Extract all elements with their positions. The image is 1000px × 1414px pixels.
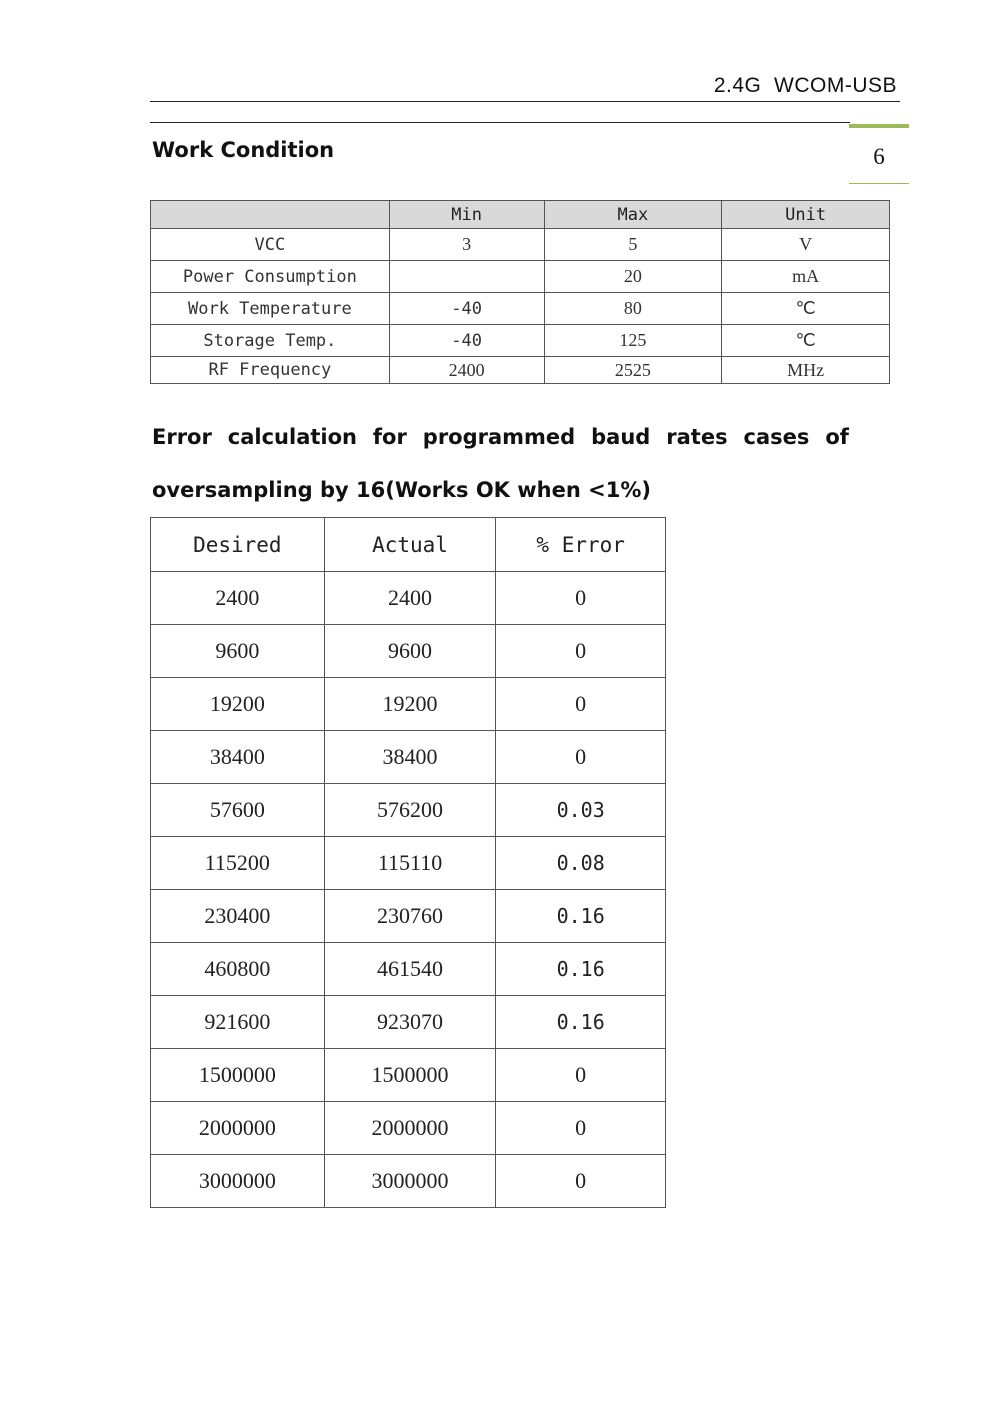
table-row (151, 229, 890, 261)
min-cell (389, 261, 544, 293)
column-header-unit: Unit (722, 201, 890, 229)
table-header-row (151, 518, 666, 572)
document-title: 2.4G WCOM-USB (713, 74, 897, 97)
table-row (151, 678, 666, 731)
work-condition-heading: Work Condition (152, 138, 335, 162)
heading-word: baud (591, 425, 651, 449)
error-cell: 0 (496, 625, 666, 678)
actual-cell: 1500000 (324, 1049, 496, 1102)
parameter-cell: RF Frequency (151, 357, 390, 384)
actual-cell: 19200 (324, 678, 496, 731)
max-cell: 20 (544, 261, 722, 293)
table-row (151, 1049, 666, 1102)
heading-word: cases (743, 425, 810, 449)
table-row (151, 261, 890, 293)
column-header-min: Min (389, 201, 544, 229)
work-condition-table (150, 200, 890, 384)
error-cell: 0 (496, 731, 666, 784)
table-row (151, 890, 666, 943)
error-cell: 0 (496, 572, 666, 625)
column-header-actual: Actual (324, 518, 496, 572)
table-row (151, 943, 666, 996)
desired-cell: 57600 (151, 784, 325, 837)
min-cell: 2400 (389, 357, 544, 384)
actual-cell: 9600 (324, 625, 496, 678)
table-row (151, 837, 666, 890)
error-cell: 0 (496, 1155, 666, 1208)
table-row (151, 1155, 666, 1208)
error-cell: 0.08 (496, 837, 666, 890)
column-header-parameter (151, 201, 390, 229)
table-row (151, 572, 666, 625)
error-cell: 0 (496, 1102, 666, 1155)
max-cell: 80 (544, 293, 722, 325)
min-cell: 3 (389, 229, 544, 261)
desired-cell: 3000000 (151, 1155, 325, 1208)
table-row (151, 731, 666, 784)
min-cell: -40 (389, 293, 544, 325)
error-cell: 0 (496, 1049, 666, 1102)
actual-cell: 923070 (324, 996, 496, 1049)
baud-error-heading-line-2: oversampling by 16(Works OK when <1%) (152, 478, 651, 502)
error-cell: 0.16 (496, 890, 666, 943)
desired-cell: 230400 (151, 890, 325, 943)
header-rule (150, 101, 900, 102)
max-cell: 125 (544, 325, 722, 357)
baud-rate-error-table (150, 517, 666, 1208)
error-cell: 0.16 (496, 996, 666, 1049)
desired-cell: 9600 (151, 625, 325, 678)
parameter-cell: VCC (151, 229, 390, 261)
table-header-row (151, 201, 890, 229)
actual-cell: 2400 (324, 572, 496, 625)
table-row (151, 784, 666, 837)
unit-cell: ℃ (722, 293, 890, 325)
desired-cell: 38400 (151, 731, 325, 784)
heading-word: rates (666, 425, 728, 449)
table-row (151, 625, 666, 678)
error-cell: 0.03 (496, 784, 666, 837)
parameter-cell: Work Temperature (151, 293, 390, 325)
heading-word: programmed (422, 425, 576, 449)
actual-cell: 576200 (324, 784, 496, 837)
heading-word: for (372, 425, 407, 449)
header-rule-secondary (150, 122, 850, 123)
actual-cell: 2000000 (324, 1102, 496, 1155)
max-cell: 2525 (544, 357, 722, 384)
actual-cell: 461540 (324, 943, 496, 996)
page-number-accent-bottom (849, 183, 909, 184)
table-row (151, 357, 890, 384)
min-cell: -40 (389, 325, 544, 357)
unit-cell: ℃ (722, 325, 890, 357)
heading-word: of (825, 425, 849, 449)
heading-word: Error (152, 425, 212, 449)
desired-cell: 921600 (151, 996, 325, 1049)
unit-cell: V (722, 229, 890, 261)
actual-cell: 38400 (324, 731, 496, 784)
column-header-error: % Error (496, 518, 666, 572)
page-number: 6 (873, 144, 885, 169)
table-row (151, 293, 890, 325)
parameter-cell: Power Consumption (151, 261, 390, 293)
max-cell: 5 (544, 229, 722, 261)
desired-cell: 19200 (151, 678, 325, 731)
parameter-cell: Storage Temp. (151, 325, 390, 357)
unit-cell: mA (722, 261, 890, 293)
desired-cell: 1500000 (151, 1049, 325, 1102)
table-row (151, 325, 890, 357)
table-row (151, 996, 666, 1049)
unit-cell: MHz (722, 357, 890, 384)
actual-cell: 230760 (324, 890, 496, 943)
column-header-desired: Desired (151, 518, 325, 572)
table-row (151, 1102, 666, 1155)
page-number-accent-top (849, 124, 909, 128)
desired-cell: 2000000 (151, 1102, 325, 1155)
desired-cell: 115200 (151, 837, 325, 890)
actual-cell: 3000000 (324, 1155, 496, 1208)
error-cell: 0.16 (496, 943, 666, 996)
actual-cell: 115110 (324, 837, 496, 890)
error-cell: 0 (496, 678, 666, 731)
column-header-max: Max (544, 201, 722, 229)
heading-word: calculation (227, 425, 357, 449)
desired-cell: 2400 (151, 572, 325, 625)
desired-cell: 460800 (151, 943, 325, 996)
baud-error-heading-line-1 (152, 425, 849, 449)
